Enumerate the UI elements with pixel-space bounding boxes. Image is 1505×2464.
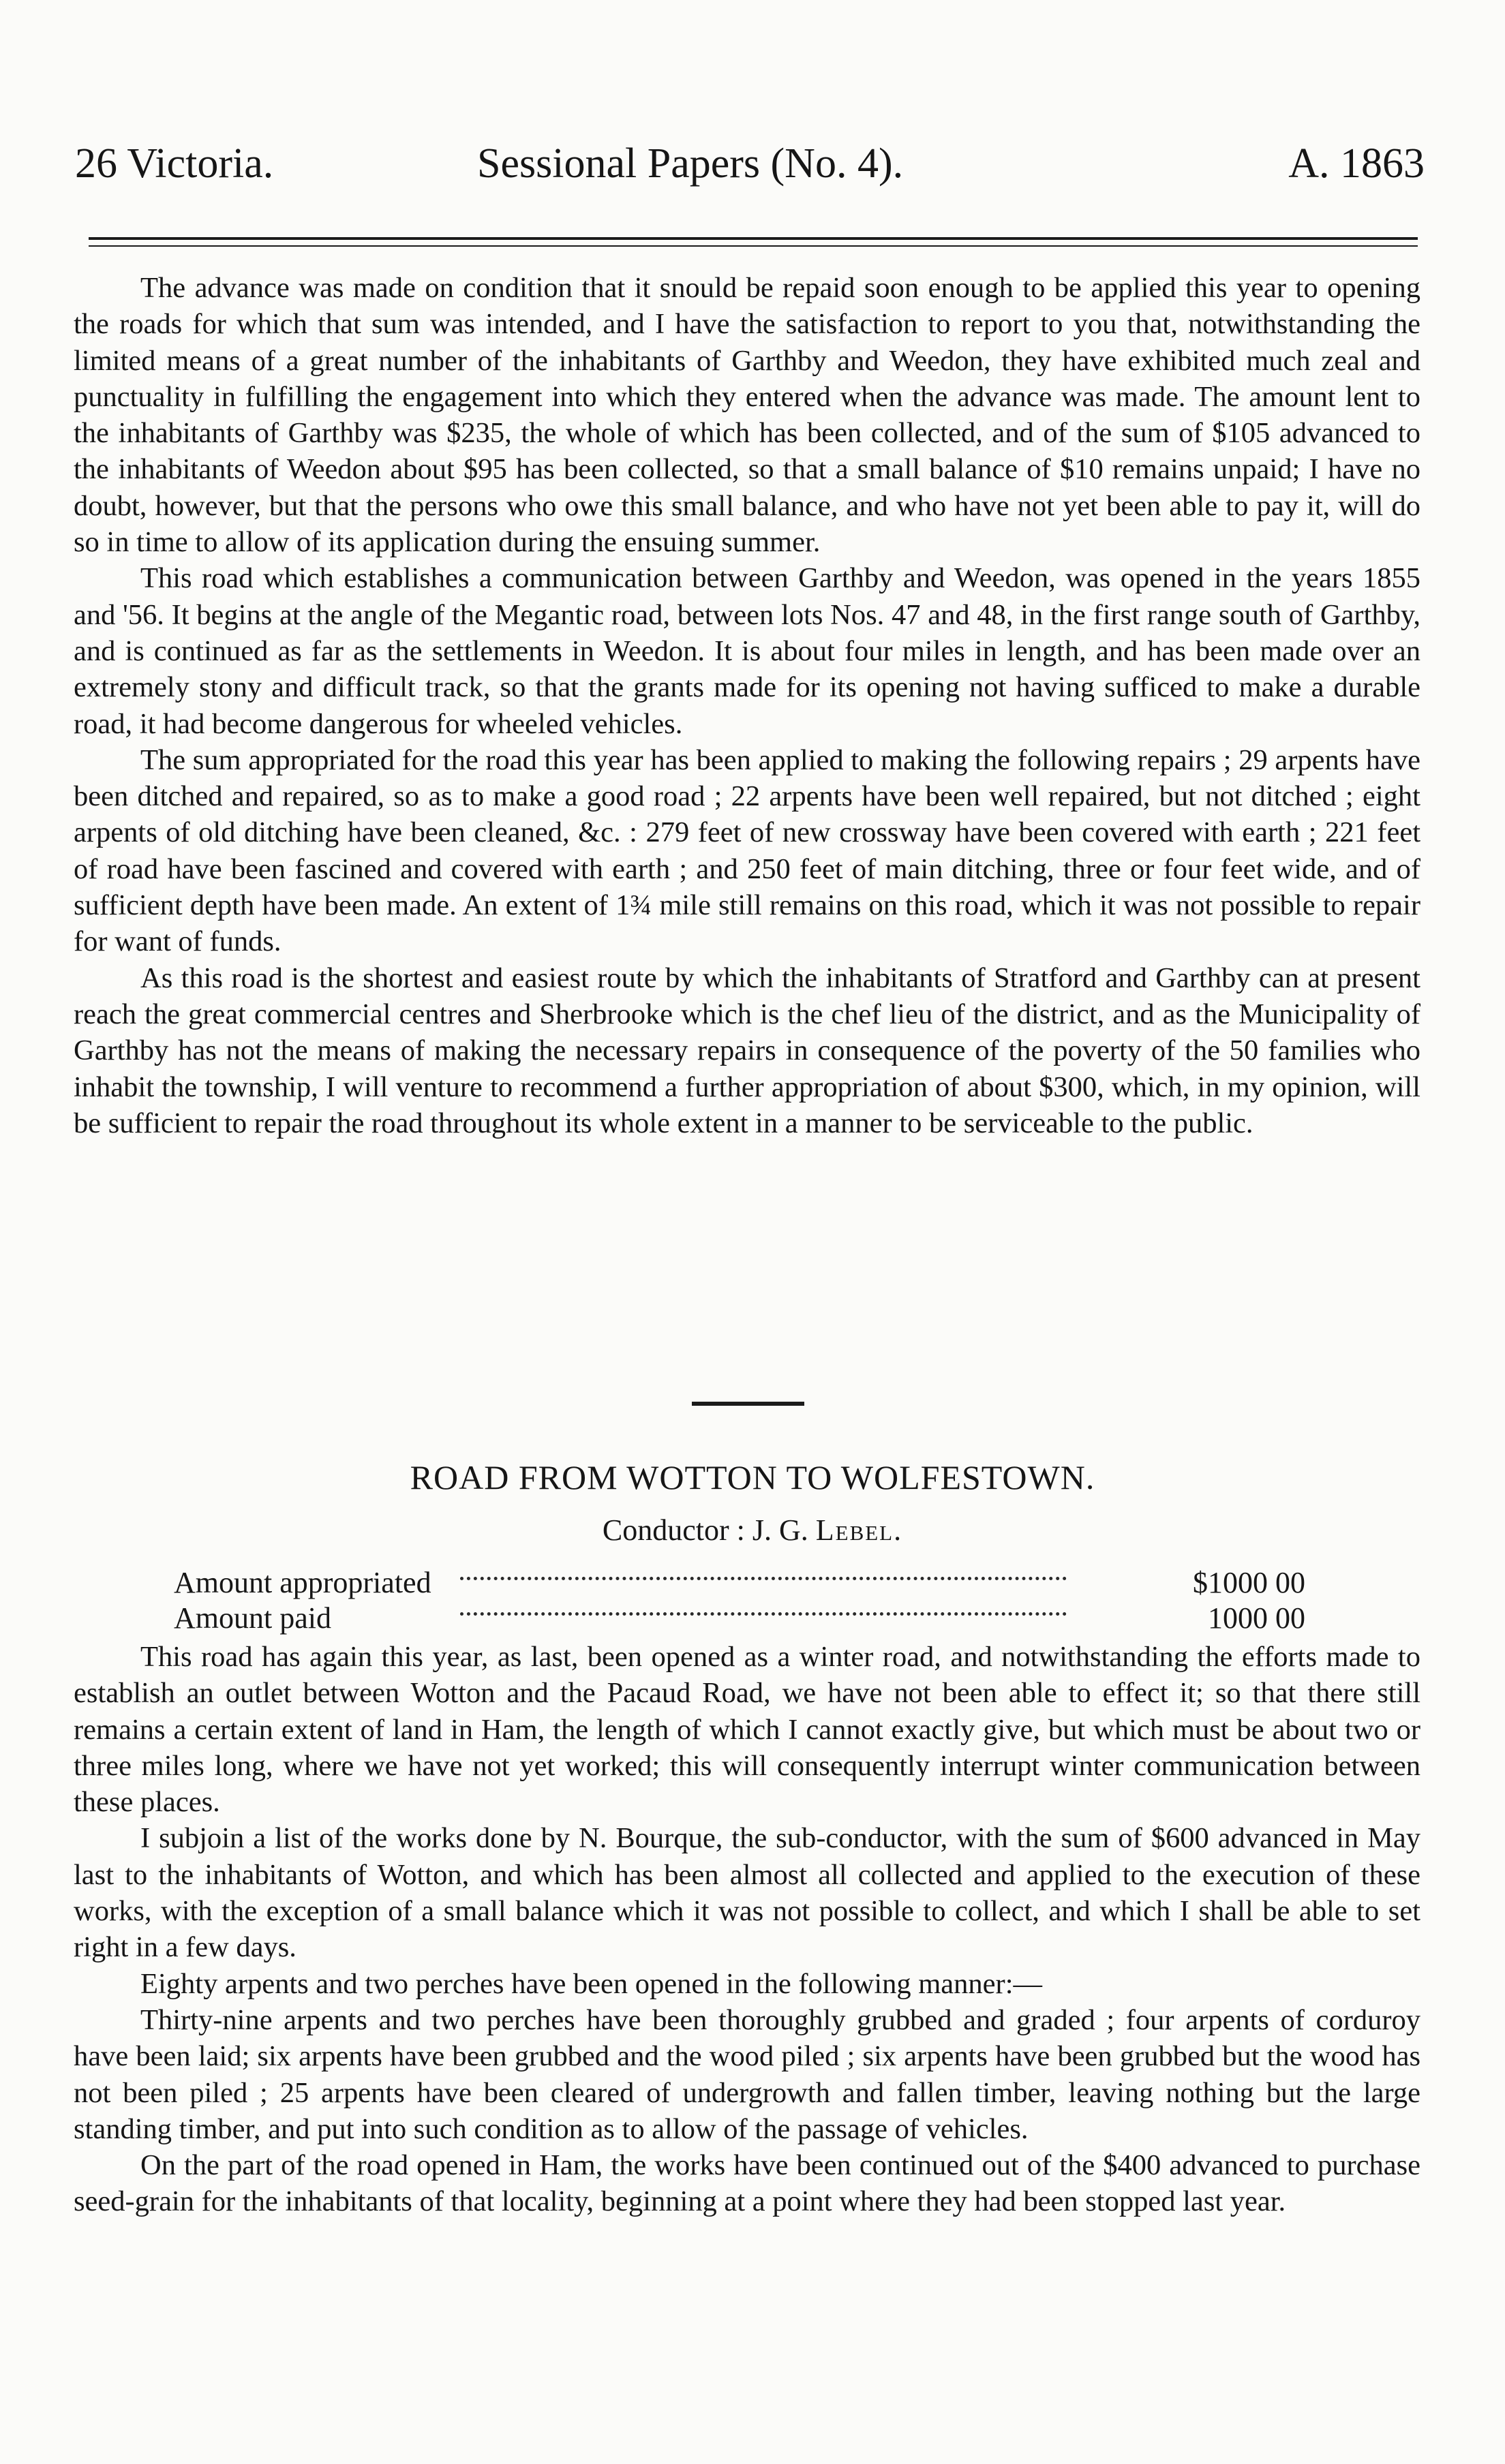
body-text xyxy=(74,270,1420,1141)
paragraph: The advance was made on condition that it snould be repaid soon enough to be applied this year to opening the roads for which that sum was intended, and I have the satisfaction to report to you that, notwithstanding the limited means of a great number of the inhabitants of Garthby and Weedon, they have exhibited much zeal and punctuality in fulfilling the engagement into which they entered when the advance was made. The amount lent to the inhabitants of Garthby was $235, the whole of which has been collected, and of the sum of $105 advanced to the inhabitants of Weedon about $95 has been collected, so that a small balance of $10 remains unpaid; I have no doubt, however, but that the persons who owe this small balance, and who have not yet been able to pay it, will do so in time to allow of its application during the ensuing summer. xyxy=(74,272,1420,559)
header-volume: 26 Victoria. xyxy=(75,140,274,187)
conductor-line xyxy=(0,1511,1505,1550)
amount-row xyxy=(174,1565,1305,1601)
section-separator xyxy=(692,1402,804,1406)
header-year: A. 1863 xyxy=(1288,140,1425,187)
section-title: ROAD FROM WOTTON TO WOLFESTOWN. xyxy=(410,1458,1095,1496)
amount-row xyxy=(174,1600,1305,1637)
amount-value: $1000 00 xyxy=(1193,1566,1305,1599)
header-rule-thick xyxy=(89,237,1418,240)
conductor-name: Lebel. xyxy=(815,1513,903,1547)
amount-value: 1000 00 xyxy=(1208,1601,1305,1635)
paragraph: On the part of the road opened in Ham, the works have been continued out of the $400 advanced to purchase seed-grain for the inhabitants of that locality, beginning at a point where they had been stopped last year. xyxy=(74,2149,1420,2218)
paragraph: I subjoin a list of the works done by N. Bourque, the sub-conductor, with the sum of $600 advanced in May last to the inhabitants of Wotton, and which has been almost all collected and applied to the execution of these works, with the exception of a small balance which it was not possible to collect, and which I shall be able to set right in a few days. xyxy=(74,1822,1420,1964)
header-title: Sessional Papers (No. 4). xyxy=(477,140,904,187)
amount-label: Amount appropriated xyxy=(174,1566,431,1599)
paragraph: Thirty-nine arpents and two perches have been thoroughly grubbed and graded ; four arpents of corduroy have been laid; six arpents have been grubbed and the wood piled ; six arpents have been grubbed but the wood has not been piled ; 25 arpents have been cleared of undergrowth and fallen timber, leaving nothing but the large standing timber, and put into such condition as to allow of the passage of vehicles. xyxy=(74,2003,1420,2145)
paragraph: Eighty arpents and two perches have been opened in the following manner:— xyxy=(140,1967,1042,2000)
amount-label: Amount paid xyxy=(174,1601,331,1635)
paragraph: As this road is the shortest and easiest route by which the inhabitants of Stratford and Garthby can at present reach the great commercial centres and Sherbrooke which is the chef lieu of the district, and as the Municipality of Garthby has not the means of making the necessary repairs in consequence of the poverty of the 50 families who inhabit the township, I will venture to recommend a further appropriation of about $300, which, in my opinion, will be sufficient to repair the road throughout its whole extent in a manner to be serviceable to the public. xyxy=(74,961,1420,1139)
section-body-text xyxy=(74,1639,1420,2220)
conductor-label: Conductor : J. G. xyxy=(602,1513,808,1547)
dot-leader xyxy=(460,1577,1067,1580)
paragraph: This road has again this year, as last, been opened as a winter road, and notwithstanding the efforts made to establish an outlet between Wotton and the Pacaud Road, we have not been able to effect it; so that there still remains a certain extent of land in Ham, the length of which I cannot exactly give, but which must be about two or three miles long, where we have not yet worked; this will consequently interrupt winter communication between these places. xyxy=(74,1641,1420,1819)
dot-leader xyxy=(460,1612,1067,1616)
paragraph: This road which establishes a communication between Garthby and Weedon, was opened in the years 1855 and '56. It begins at the angle of the Megantic road, between lots Nos. 47 and 48, in the first range south of Garthby, and is continued as far as the settlements in Weedon. It is about four miles in length, and has been made over an extremely stony and difficult track, so that the grants made for its opening not having sufficed to make a durable road, it had become dangerous for wheeled vehicles. xyxy=(74,562,1420,740)
paragraph: The sum appropriated for the road this year has been applied to making the following repairs ; 29 arpents have been ditched and repaired, so as to make a good road ; 22 arpents have been well repaired, but not ditched ; eight arpents of old ditching have been cleaned, &c. : 279 feet of new crossway have been covered with earth ; 221 feet of road have been fascined and covered with earth ; and 250 feet of main ditching, three or four feet wide, and of sufficient depth have been made. An extent of 1¾ mile still remains on this road, which it was not possible to repair for want of funds. xyxy=(74,743,1420,958)
header-rule-thin xyxy=(89,245,1418,247)
